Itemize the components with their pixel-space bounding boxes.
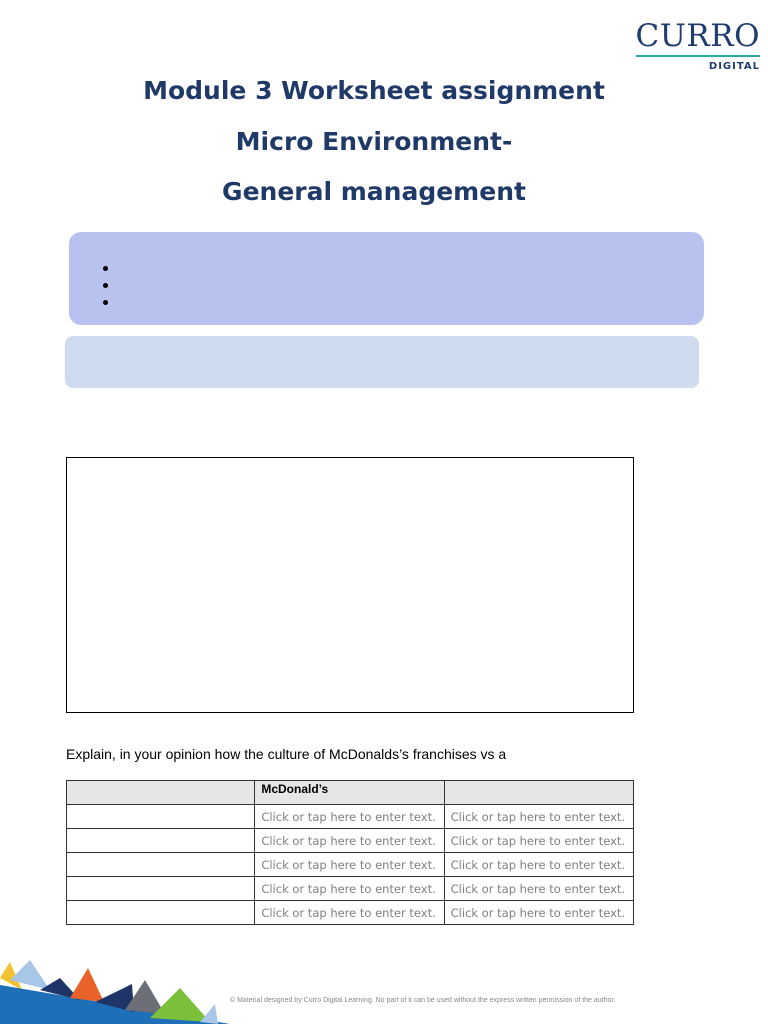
bullet-icon [103, 300, 108, 305]
text-entry-field[interactable]: Click or tap here to enter text. [444, 829, 633, 853]
text-entry-field[interactable]: Click or tap here to enter text. [255, 901, 444, 925]
logo-underline [636, 55, 760, 57]
table-row [67, 877, 634, 901]
text-entry-field[interactable]: Click or tap here to enter text. [444, 901, 633, 925]
table-row [67, 853, 634, 877]
outcomes-panel [69, 232, 704, 325]
table-header-cell [444, 781, 633, 805]
text-entry-field[interactable]: Click or tap here to enter text. [255, 877, 444, 901]
bullet-icon [103, 283, 108, 288]
page-title-line-1: Module 3 Worksheet assignment [143, 76, 605, 105]
comparison-table [66, 780, 634, 925]
table-header-cell: McDonald’s [255, 781, 444, 805]
text-entry-field[interactable]: Click or tap here to enter text. [255, 829, 444, 853]
text-entry-field[interactable]: Click or tap here to enter text. [255, 853, 444, 877]
orange-triangle-shape [70, 968, 104, 1002]
logo-subtitle: DIGITAL [708, 61, 760, 72]
table-row-label[interactable] [67, 829, 255, 853]
curro-digital-logo [634, 18, 760, 72]
table-row-label[interactable] [67, 877, 255, 901]
text-entry-field[interactable]: Click or tap here to enter text. [255, 805, 444, 829]
logo-wordmark: CURRO [635, 18, 760, 54]
table-row [67, 805, 634, 829]
table-header-cell [67, 781, 255, 805]
table-row [67, 901, 634, 925]
table-header-row [67, 781, 634, 805]
table-row-label[interactable] [67, 901, 255, 925]
text-entry-field[interactable]: Click or tap here to enter text. [444, 853, 633, 877]
table-row-label[interactable] [67, 805, 255, 829]
decorative-mountains-graphic [0, 950, 230, 1024]
page-title-line-3: General management [222, 177, 526, 206]
instructions-panel [65, 336, 699, 388]
table-row-label[interactable] [67, 853, 255, 877]
question-text: Explain, in your opinion how the culture of McDonalds’s franchises vs a [66, 746, 507, 762]
copyright-notice: © Material designed by Curro Digital Learning. No part of it can be used without the express written permission of the author. [230, 997, 616, 1004]
bullet-icon [103, 266, 108, 271]
text-entry-field[interactable]: Click or tap here to enter text. [444, 805, 633, 829]
answer-text-box[interactable] [66, 457, 634, 713]
page-title-line-2: Micro Environment- [235, 127, 513, 156]
text-entry-field[interactable]: Click or tap here to enter text. [444, 877, 633, 901]
table-row [67, 829, 634, 853]
